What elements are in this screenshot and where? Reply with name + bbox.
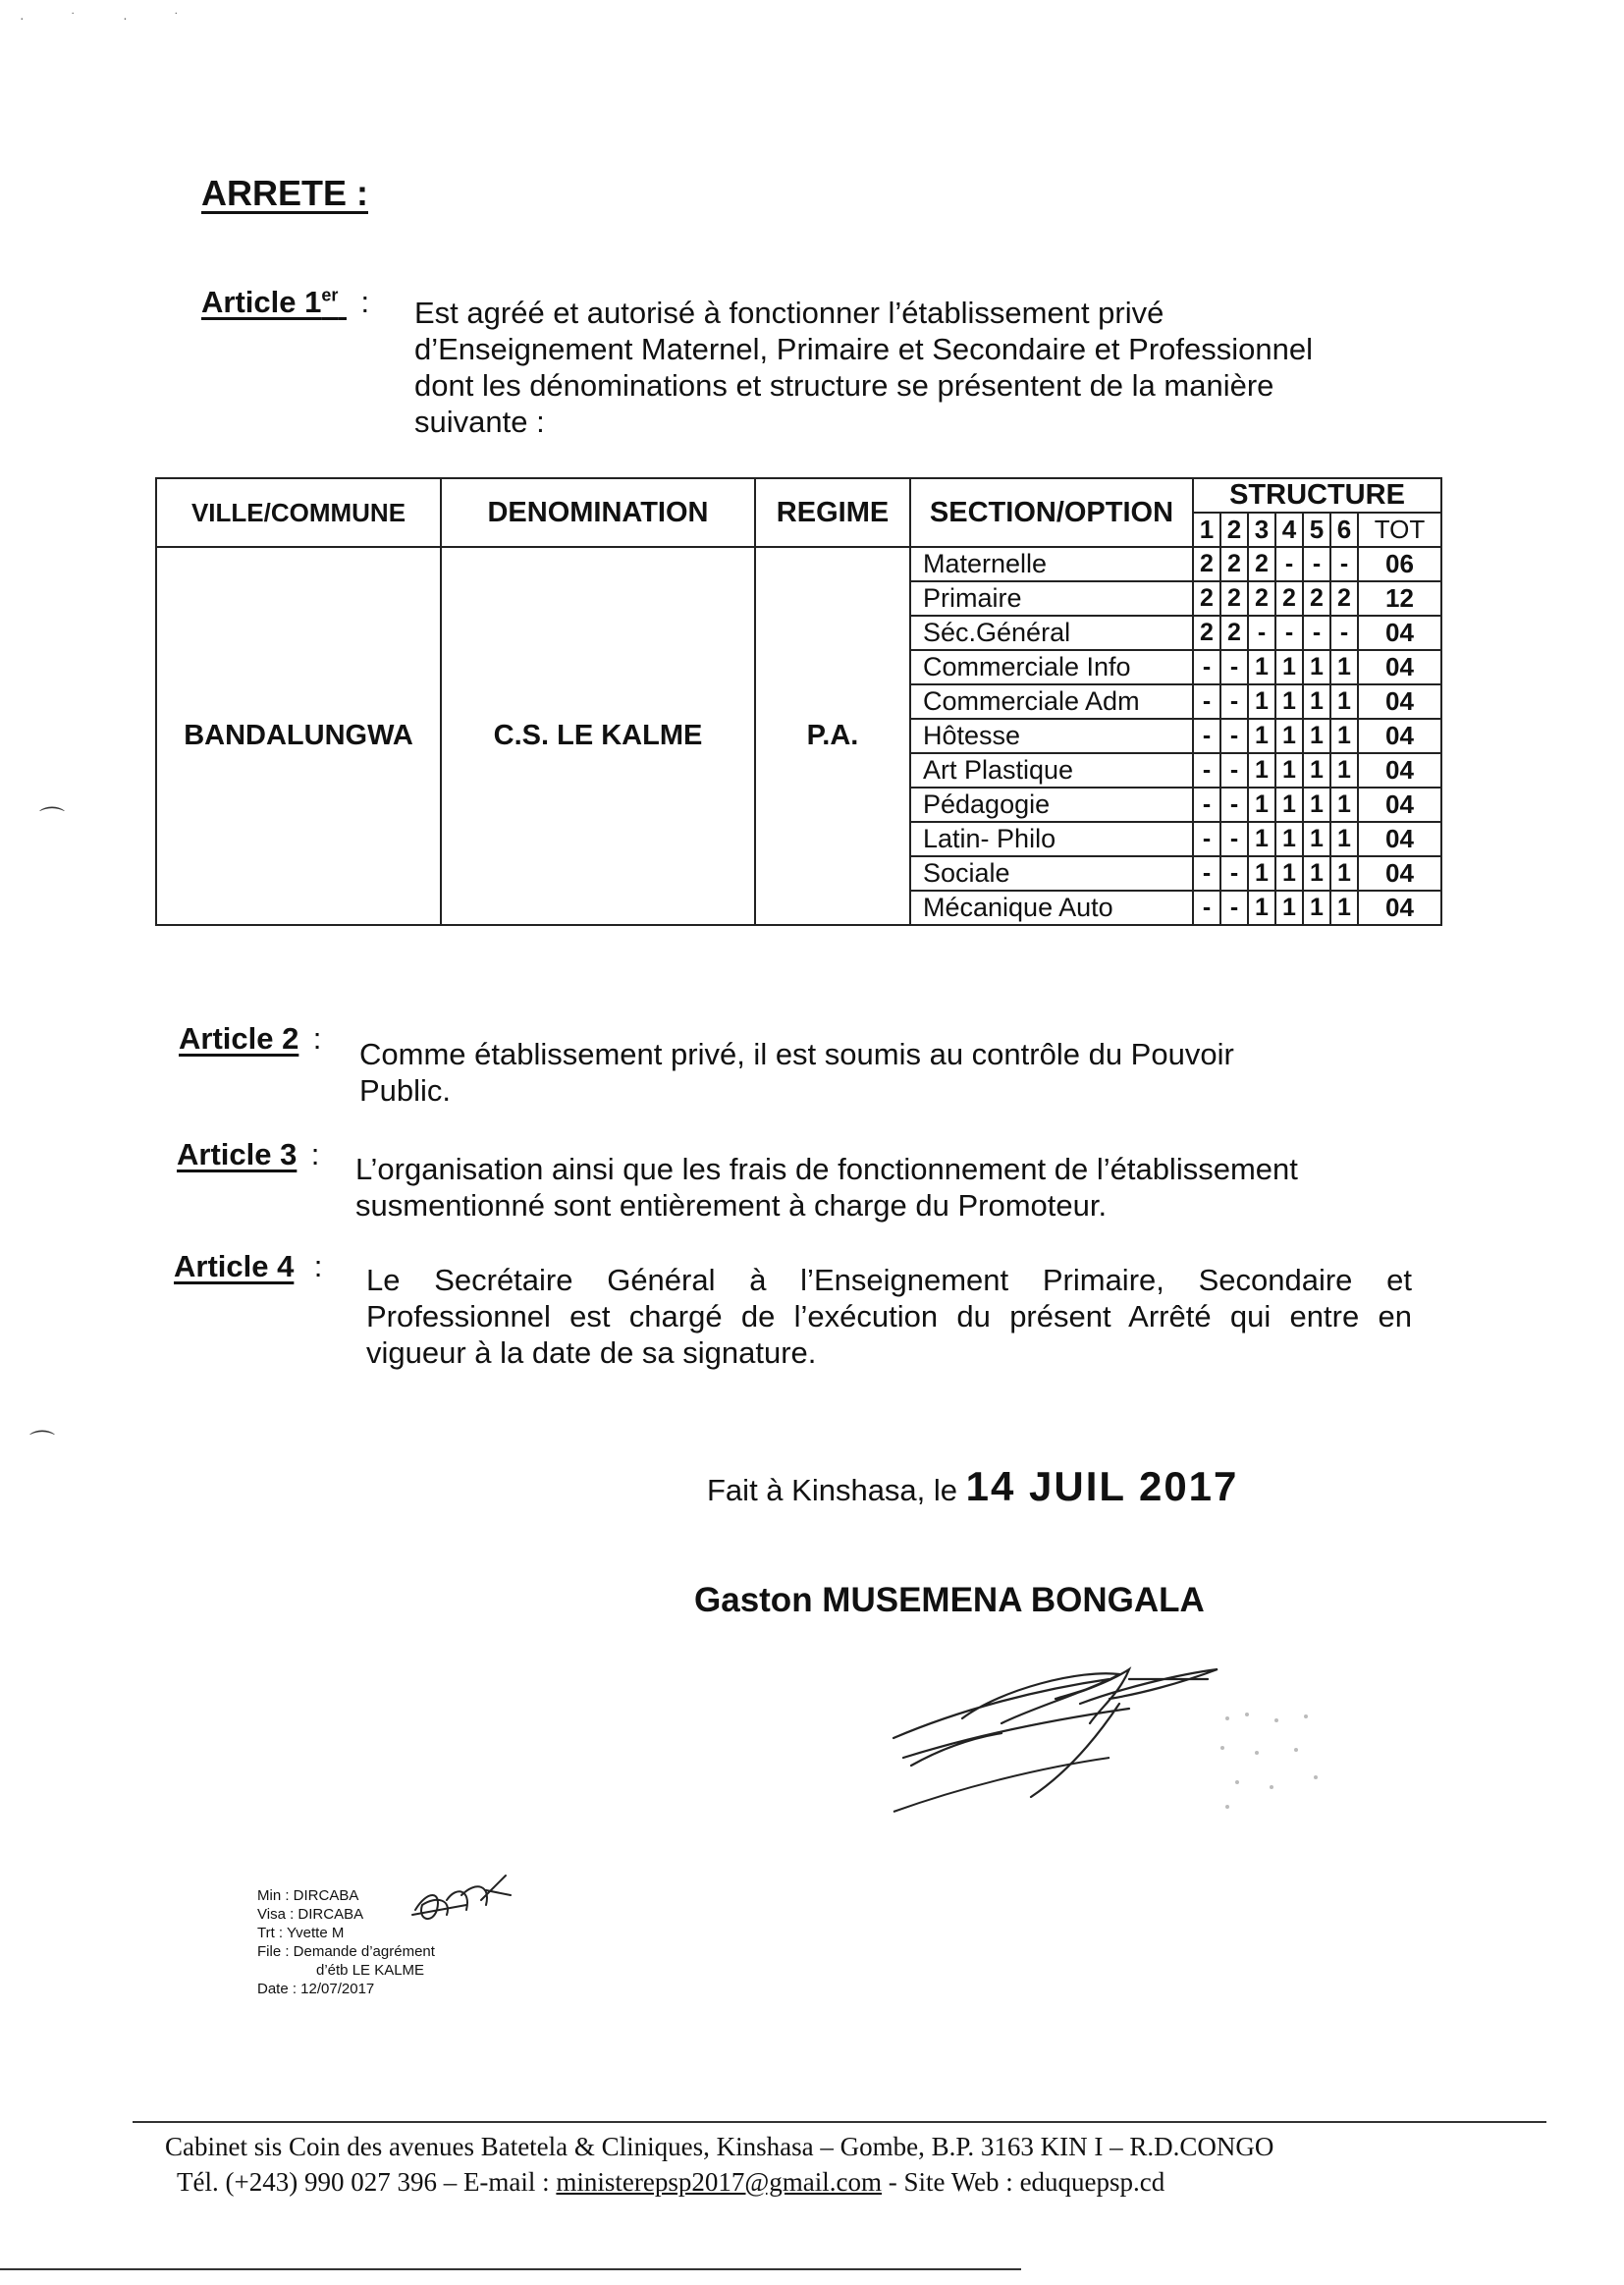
cell-level-1: - [1193, 856, 1220, 891]
table-row [156, 547, 1441, 581]
header-col-6: 6 [1330, 513, 1358, 547]
visa-block: Min : DIRCABA Visa : DIRCABA Trt : Yvette M File : Demande d’agrément d’étb LE KALME Date : 12/07/2017 [257, 1887, 435, 1997]
article-1-label: Article 1er : [201, 285, 370, 319]
cell-option: Sociale [910, 856, 1193, 891]
cell-level-4: 1 [1275, 891, 1303, 925]
cell-level-3: 1 [1248, 891, 1275, 925]
cell-level-5: 1 [1303, 856, 1330, 891]
cell-level-3: 1 [1248, 856, 1275, 891]
cell-level-2: - [1220, 650, 1248, 684]
cell-level-3: - [1248, 616, 1275, 650]
cell-total: 04 [1358, 822, 1441, 856]
cell-level-2: - [1220, 719, 1248, 753]
article-3-text: L’organisation ainsi que les frais de fonctionnement de l’établissement susmentionné sont entièrement à charge du Promoteur. [355, 1152, 1298, 1223]
cell-total: 04 [1358, 684, 1441, 719]
cell-level-1: 2 [1193, 547, 1220, 581]
cell-option: Pédagogie [910, 788, 1193, 822]
cell-level-1: - [1193, 684, 1220, 719]
header-section-option: SECTION/OPTION [910, 478, 1193, 547]
cell-total: 06 [1358, 547, 1441, 581]
structure-table [155, 477, 1442, 926]
cell-level-5: 1 [1303, 891, 1330, 925]
footer-email-link[interactable]: ministerepsp2017@gmail.com [556, 2167, 882, 2197]
header-ville: VILLE/COMMUNE [156, 478, 441, 547]
cell-level-1: - [1193, 650, 1220, 684]
cell-option: Primaire [910, 581, 1193, 616]
cell-level-4: 1 [1275, 719, 1303, 753]
cell-level-2: - [1220, 891, 1248, 925]
header-structure: STRUCTURE [1193, 478, 1441, 513]
cell-level-1: 2 [1193, 616, 1220, 650]
cell-option: Commerciale Info [910, 650, 1193, 684]
cell-level-6: 1 [1330, 684, 1358, 719]
footer-rule-top [133, 2121, 1546, 2123]
cell-total: 04 [1358, 856, 1441, 891]
cell-level-5: 1 [1303, 719, 1330, 753]
header-col-2: 2 [1220, 513, 1248, 547]
cell-level-5: 1 [1303, 788, 1330, 822]
cell-total: 04 [1358, 753, 1441, 788]
cell-option: Maternelle [910, 547, 1193, 581]
cell-level-6: 1 [1330, 719, 1358, 753]
cell-level-5: 1 [1303, 650, 1330, 684]
header-col-tot: TOT [1358, 513, 1441, 547]
cell-level-6: - [1330, 547, 1358, 581]
article-4-label: Article 4 : [174, 1249, 323, 1283]
scan-specks: · ˙ · ˙ [20, 10, 201, 26]
article-2-label: Article 2 : [179, 1021, 322, 1056]
cell-regime: P.A. [755, 547, 910, 925]
cell-option: Art Plastique [910, 753, 1193, 788]
cell-level-5: 2 [1303, 581, 1330, 616]
initials-scribble [407, 1871, 515, 1934]
cell-level-3: 1 [1248, 684, 1275, 719]
cell-level-3: 2 [1248, 547, 1275, 581]
cell-level-2: - [1220, 788, 1248, 822]
document-title: ARRETE : [201, 173, 368, 213]
cell-total: 12 [1358, 581, 1441, 616]
header-regime: REGIME [755, 478, 910, 547]
footer-line-1: Cabinet sis Coin des avenues Batetela & Cliniques, Kinshasa – Gombe, B.P. 3163 KIN I – R.D.CONGO [165, 2132, 1274, 2161]
footer-address [165, 2129, 1273, 2200]
date-stamp: 14 JUIL 2017 [965, 1463, 1239, 1509]
cell-level-2: 2 [1220, 581, 1248, 616]
cell-level-6: 1 [1330, 891, 1358, 925]
cell-level-1: - [1193, 822, 1220, 856]
margin-mark-2: ⌒ [29, 1429, 56, 1458]
cell-level-3: 1 [1248, 650, 1275, 684]
header-col-5: 5 [1303, 513, 1330, 547]
cell-level-4: 1 [1275, 822, 1303, 856]
cell-level-5: 1 [1303, 753, 1330, 788]
cell-ville: BANDALUNGWA [156, 547, 441, 925]
cell-level-3: 1 [1248, 788, 1275, 822]
cell-level-5: 1 [1303, 684, 1330, 719]
cell-option: Latin- Philo [910, 822, 1193, 856]
cell-option: Commerciale Adm [910, 684, 1193, 719]
cell-level-3: 1 [1248, 719, 1275, 753]
header-col-1: 1 [1193, 513, 1220, 547]
cell-total: 04 [1358, 891, 1441, 925]
header-col-4: 4 [1275, 513, 1303, 547]
cell-level-2: 2 [1220, 547, 1248, 581]
cell-level-2: - [1220, 822, 1248, 856]
cell-level-4: 2 [1275, 581, 1303, 616]
cell-total: 04 [1358, 650, 1441, 684]
header-col-3: 3 [1248, 513, 1275, 547]
header-denomination: DENOMINATION [441, 478, 755, 547]
article-2-text: Comme établissement privé, il est soumis au contrôle du Pouvoir Public. [359, 1037, 1234, 1108]
margin-mark-1: ⌒ [39, 805, 66, 835]
cell-level-2: 2 [1220, 616, 1248, 650]
cell-level-4: 1 [1275, 856, 1303, 891]
cell-total: 04 [1358, 788, 1441, 822]
cell-denomination: C.S. LE KALME [441, 547, 755, 925]
cell-level-6: - [1330, 616, 1358, 650]
cell-level-2: - [1220, 753, 1248, 788]
cell-option: Hôtesse [910, 719, 1193, 753]
cell-total: 04 [1358, 719, 1441, 753]
cell-total: 04 [1358, 616, 1441, 650]
place-date-line [707, 1463, 1238, 1510]
article-1-text: Est agréé et autorisé à fonctionner l’établissement privé d’Enseignement Maternel, Primaire et Secondaire et Professionnel dont les dénominations et structure se présentent de la manière suivante : [414, 296, 1313, 439]
cell-level-4: 1 [1275, 650, 1303, 684]
article-4-text: Le Secrétaire Général à l’Enseignement Primaire, Secondaire et Professionnel est chargé de l’exécution du présent Arrêté qui entre en vigueur à la date de sa signature. [366, 1263, 1412, 1370]
article-3-label: Article 3 : [177, 1137, 320, 1171]
cell-level-4: 1 [1275, 684, 1303, 719]
place-text: Fait à Kinshasa, le [707, 1473, 958, 1507]
cell-option: Séc.Général [910, 616, 1193, 650]
cell-level-1: - [1193, 719, 1220, 753]
cell-level-1: - [1193, 891, 1220, 925]
cell-level-3: 1 [1248, 753, 1275, 788]
cell-level-1: 2 [1193, 581, 1220, 616]
cell-level-5: - [1303, 547, 1330, 581]
cell-level-4: - [1275, 547, 1303, 581]
cell-level-6: 1 [1330, 856, 1358, 891]
cell-level-4: - [1275, 616, 1303, 650]
stamp-faint-marks [1208, 1709, 1335, 1817]
cell-level-4: 1 [1275, 788, 1303, 822]
signer-name: Gaston MUSEMENA BONGALA [694, 1581, 1205, 1619]
cell-level-3: 1 [1248, 822, 1275, 856]
cell-level-2: - [1220, 684, 1248, 719]
cell-level-6: 1 [1330, 788, 1358, 822]
cell-level-6: 2 [1330, 581, 1358, 616]
cell-option: Mécanique Auto [910, 891, 1193, 925]
cell-level-1: - [1193, 788, 1220, 822]
cell-level-1: - [1193, 753, 1220, 788]
footer-rule-bottom [0, 2268, 1021, 2270]
cell-level-6: 1 [1330, 822, 1358, 856]
cell-level-2: - [1220, 856, 1248, 891]
footer-line-2: Tél. (+243) 990 027 396 – E-mail : ministerepsp2017@gmail.com - Site Web : eduquepsp.cd [177, 2167, 1165, 2197]
cell-level-5: 1 [1303, 822, 1330, 856]
cell-level-3: 2 [1248, 581, 1275, 616]
cell-level-4: 1 [1275, 753, 1303, 788]
cell-level-6: 1 [1330, 650, 1358, 684]
cell-level-6: 1 [1330, 753, 1358, 788]
cell-level-5: - [1303, 616, 1330, 650]
